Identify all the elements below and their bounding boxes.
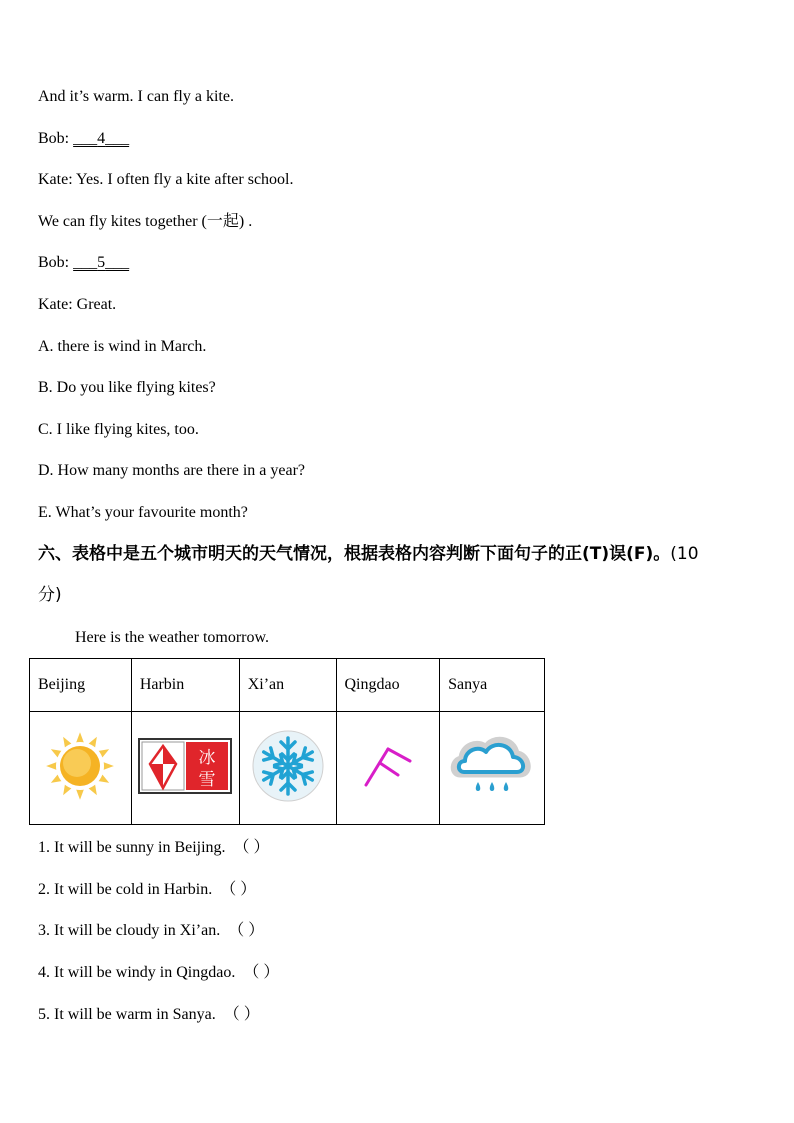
answer-blank-5[interactable]: ___5___ <box>73 254 130 271</box>
dialogue-line-4: We can fly kites together (一起) . <box>38 213 253 230</box>
answer-parens-1[interactable]: （ ） <box>233 839 270 856</box>
option-b: B. Do you like flying kites? <box>38 379 216 396</box>
weather-cell-harbin <box>131 712 239 825</box>
weather-intro: Here is the weather tomorrow. <box>75 629 269 646</box>
option-e: E. What’s your favourite month? <box>38 504 248 521</box>
option-d: D. How many months are there in a year? <box>38 462 306 479</box>
question-4: 4. It will be windy in Qingdao. （ ） <box>38 964 280 981</box>
section-heading-score: 分) <box>38 585 62 605</box>
city-sanya: Sanya <box>440 659 545 712</box>
option-a: A. there is wind in March. <box>38 338 207 355</box>
dialogue-line-6: Kate: Great. <box>38 296 117 313</box>
wind-flag-icon <box>358 741 418 796</box>
answer-parens-4[interactable]: （ ） <box>243 964 280 981</box>
weather-cell-qingdao <box>336 712 440 825</box>
answer-parens-2[interactable]: （ ） <box>220 881 257 898</box>
weather-cell-beijing <box>30 712 132 825</box>
question-5: 5. It will be warm in Sanya. （ ） <box>38 1006 260 1023</box>
dialogue-line-5 <box>38 253 129 273</box>
weather-cell-xian <box>239 712 336 825</box>
city-xian: Xi’an <box>239 659 336 712</box>
ice-sign-text-1: 冰 <box>198 747 216 768</box>
city-beijing: Beijing <box>30 659 132 712</box>
weather-table <box>29 658 545 825</box>
sun-icon <box>40 726 120 811</box>
rain-cloud-icon <box>450 730 534 807</box>
question-3: 3. It will be cloudy in Xi’an. （ ） <box>38 922 265 939</box>
speaker-bob: Bob: <box>38 130 70 147</box>
city-qingdao: Qingdao <box>336 659 440 712</box>
answer-parens-5[interactable]: （ ） <box>223 1006 260 1023</box>
ice-snow-sign-icon <box>138 738 232 799</box>
dialogue-line-3: Kate: Yes. I often fly a kite after school. <box>38 171 294 188</box>
option-c: C. I like flying kites, too. <box>38 421 199 438</box>
ice-sign-text-2: 雪 <box>198 769 216 790</box>
dialogue-line-2 <box>38 129 129 149</box>
speaker-bob: Bob: <box>38 254 70 271</box>
city-harbin: Harbin <box>131 659 239 712</box>
question-2: 2. It will be cold in Harbin. （ ） <box>38 881 257 898</box>
answer-parens-3[interactable]: （ ） <box>228 922 265 939</box>
answer-blank-4[interactable]: ___4___ <box>73 130 130 147</box>
snowflake-icon <box>250 728 326 809</box>
weather-cell-sanya <box>440 712 545 825</box>
dialogue-line-1: And it’s warm. I can fly a kite. <box>38 88 234 105</box>
section-heading: 六、表格中是五个城市明天的天气情况，根据表格内容判断下面句子的正(T)误(F)。(10 <box>38 544 699 564</box>
question-1: 1. It will be sunny in Beijing. （ ） <box>38 839 270 856</box>
